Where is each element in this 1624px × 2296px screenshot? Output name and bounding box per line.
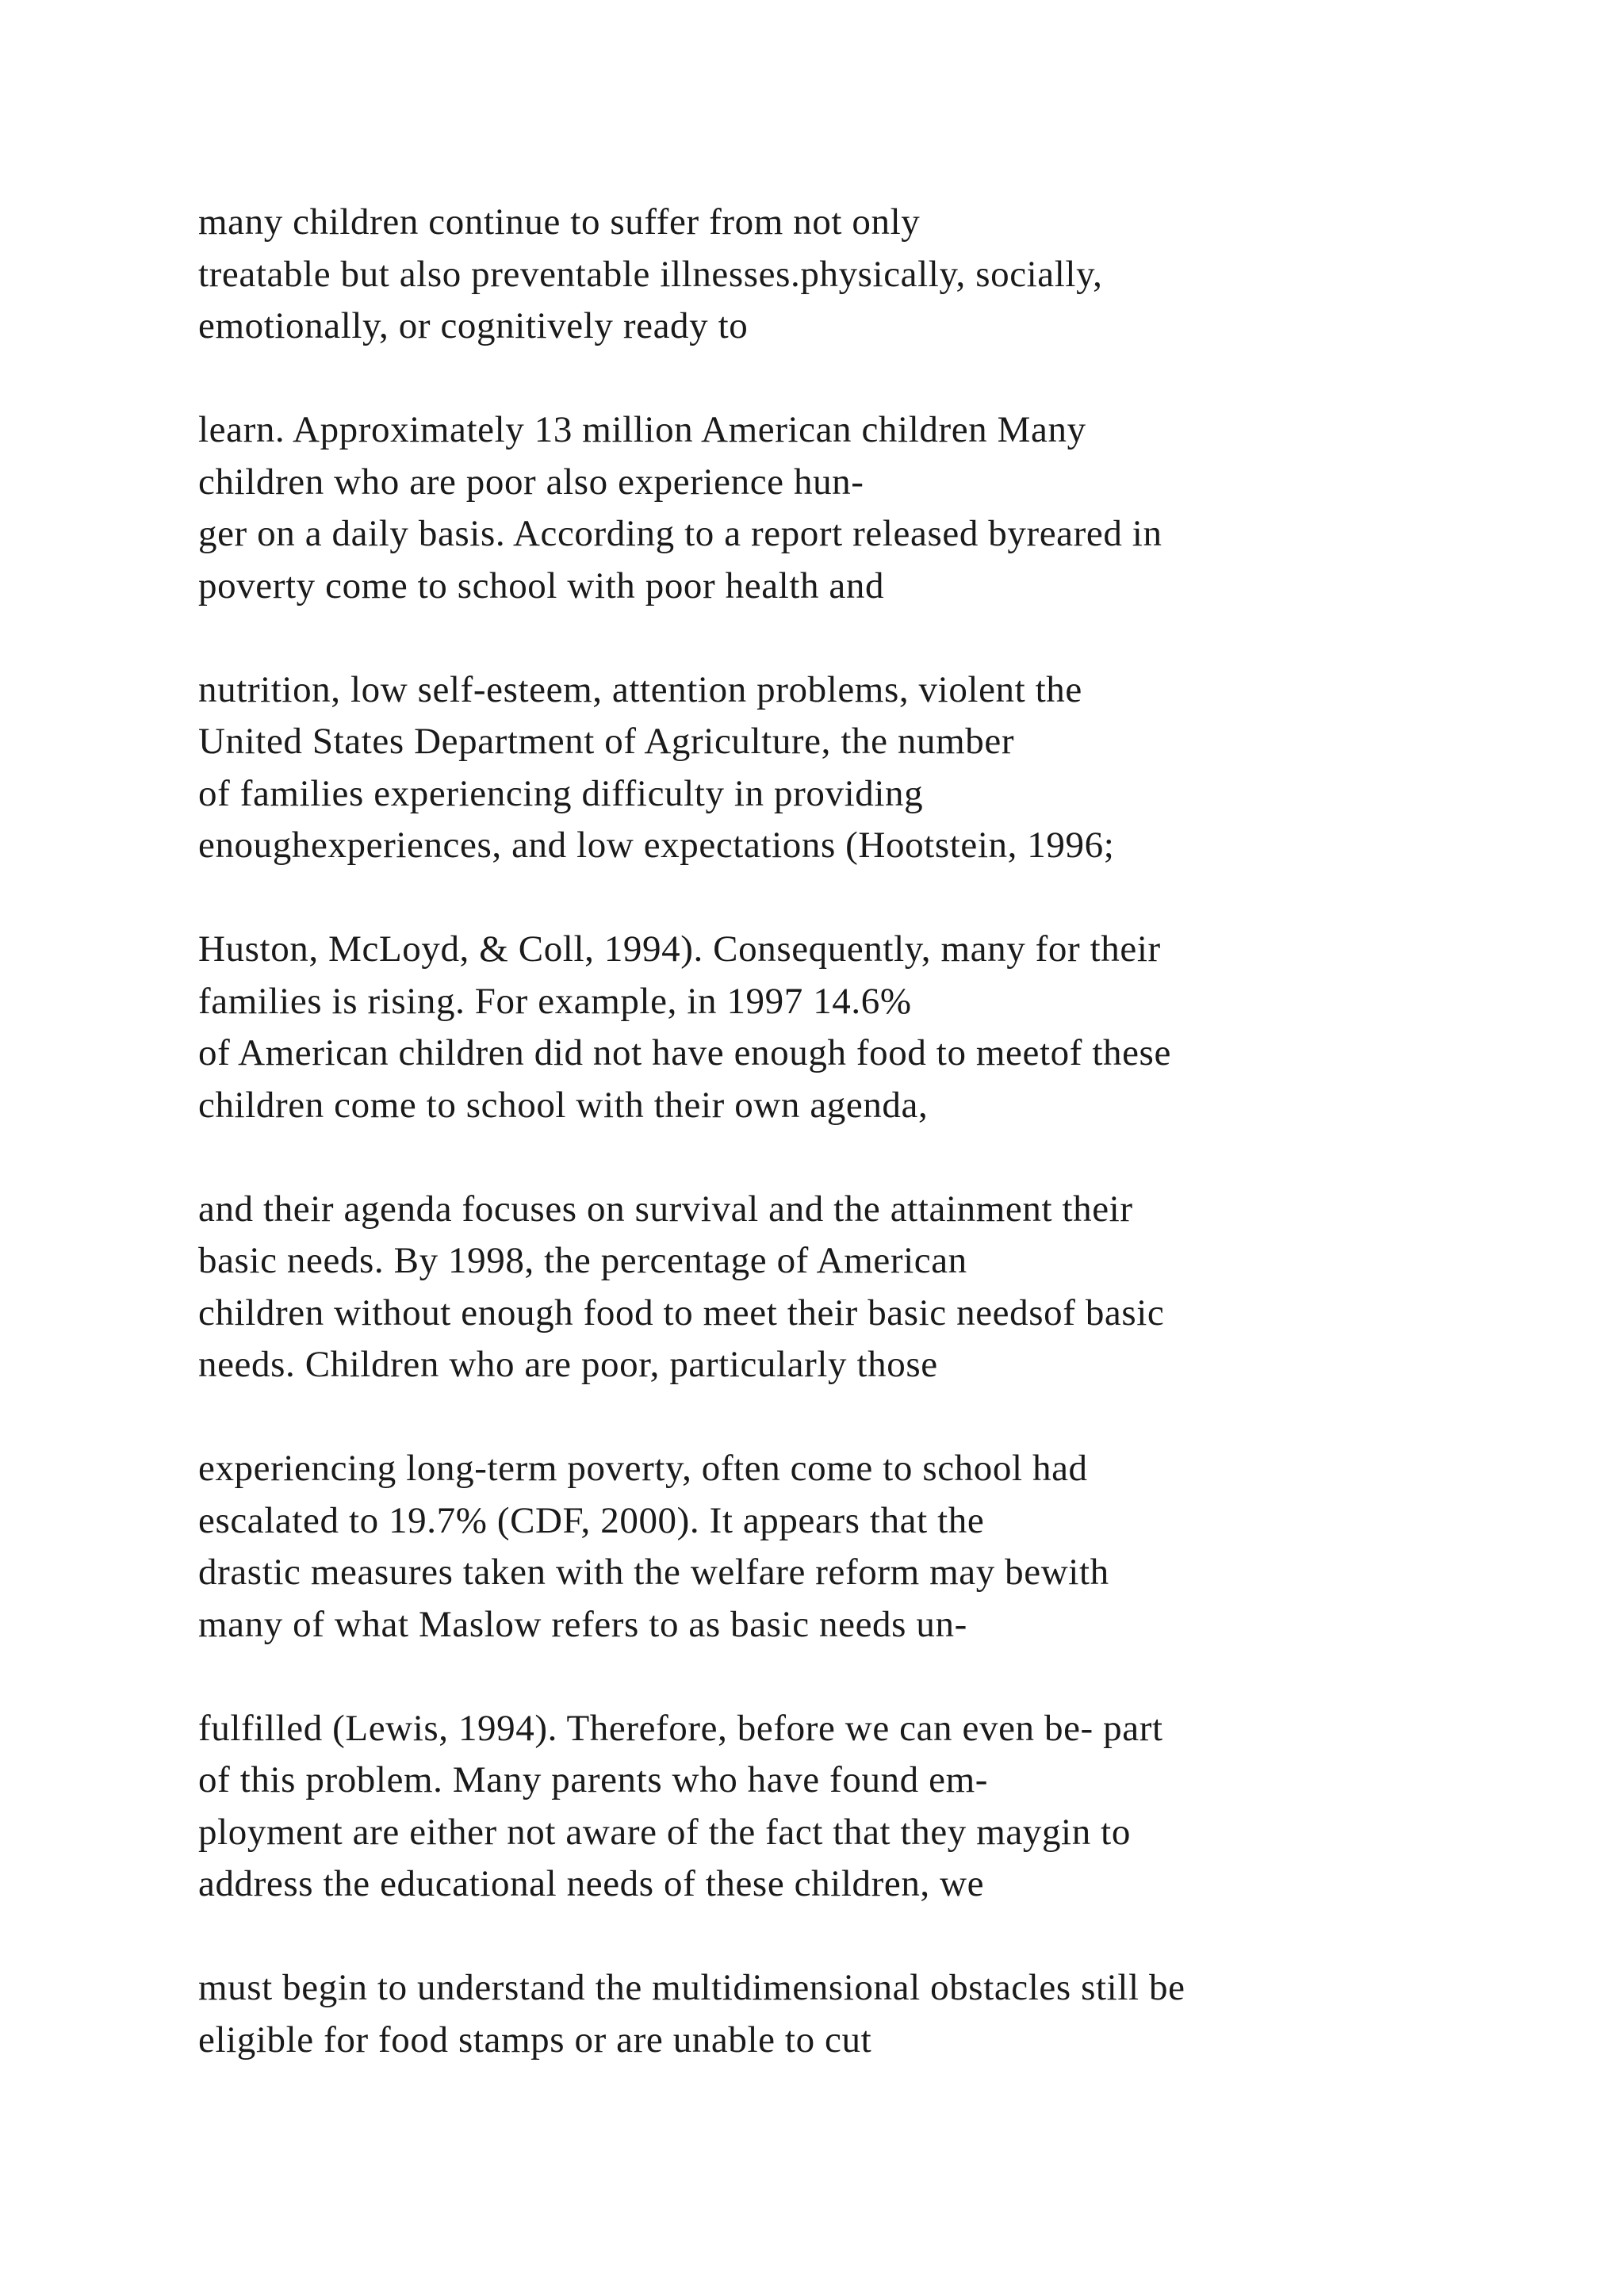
text-line: children without enough food to meet their basic needsof basic bbox=[198, 1292, 1165, 1334]
text-line: learn. Approximately 13 million American children Many bbox=[198, 409, 1086, 450]
paragraph-7 bbox=[198, 1703, 1499, 1911]
text-line: fulfilled (Lewis, 1994). Therefore, before we can even be- part bbox=[198, 1707, 1163, 1749]
text-line: United States Department of Agriculture, the number bbox=[198, 721, 1015, 762]
text-line: families is rising. For example, in 1997 14.6% bbox=[198, 980, 912, 1022]
text-line: treatable but also preventable illnesses.physically, socially, bbox=[198, 253, 1103, 295]
paragraph-3 bbox=[198, 664, 1499, 872]
text-line: of families experiencing difficulty in providing bbox=[198, 772, 924, 814]
paragraph-6 bbox=[198, 1443, 1499, 1651]
paragraph-1 bbox=[198, 197, 1499, 353]
text-line: of this problem. Many parents who have found em- bbox=[198, 1759, 988, 1800]
text-line: experiencing long-term poverty, often come to school had bbox=[198, 1448, 1088, 1489]
text-line: must begin to understand the multidimensional obstacles still be bbox=[198, 1967, 1185, 2008]
text-line: of American children did not have enough food to meetof these bbox=[198, 1032, 1171, 1073]
text-line: drastic measures taken with the welfare reform may bewith bbox=[198, 1552, 1109, 1593]
text-line: address the educational needs of these children, we bbox=[198, 1863, 985, 1904]
text-line: nutrition, low self-esteem, attention problems, violent the bbox=[198, 668, 1082, 710]
text-line: needs. Children who are poor, particularly those bbox=[198, 1344, 938, 1385]
text-line: poverty come to school with poor health and bbox=[198, 564, 885, 607]
paragraph-5 bbox=[198, 1184, 1499, 1391]
text-line: eligible for food stamps or are unable to cut bbox=[198, 2019, 872, 2061]
body-text bbox=[198, 197, 1499, 2118]
text-line: children who are poor also experience hun- bbox=[198, 461, 864, 503]
text-line: ployment are either not aware of the fact that they maygin to bbox=[198, 1811, 1131, 1853]
text-line: many of what Maslow refers to as basic needs un- bbox=[198, 1603, 967, 1645]
text-line: escalated to 19.7% (CDF, 2000). It appears that the bbox=[198, 1499, 985, 1541]
text-line: basic needs. By 1998, the percentage of American bbox=[198, 1240, 967, 1281]
text-line: and their agenda focuses on survival and the attainment their bbox=[198, 1188, 1133, 1230]
text-line: many children continue to suffer from not only bbox=[198, 201, 921, 243]
paragraph-2 bbox=[198, 404, 1499, 612]
paragraph-4 bbox=[198, 924, 1499, 1131]
text-line: emotionally, or cognitively ready to bbox=[198, 305, 749, 346]
text-line: enoughexperiences, and low expectations (Hootstein, 1996; bbox=[198, 825, 1115, 866]
text-line: ger on a daily basis. According to a report released byreared in bbox=[198, 513, 1162, 554]
paragraph-8 bbox=[198, 1962, 1499, 2066]
text-line: Huston, McLoyd, & Coll, 1994). Consequently, many for their bbox=[198, 928, 1161, 970]
text-line: children come to school with their own agenda, bbox=[198, 1084, 929, 1126]
